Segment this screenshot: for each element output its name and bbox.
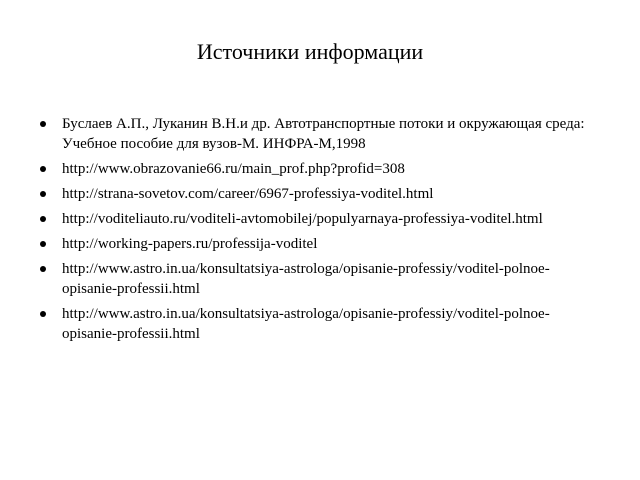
list-item-text: http://www.obrazovanie66.ru/main_prof.php?profid=308: [62, 161, 405, 177]
list-item: [38, 159, 598, 179]
list-item: [38, 304, 598, 344]
list-item-text: Буслаев А.П., Луканин В.Н.и др. Автотранспортные потоки и окружающая среда: Учебное пособие для вузов-М. ИНФРА-М,1998: [62, 116, 585, 152]
list-item-text: http://strana-sovetov.com/career/6967-professiya-voditel.html: [62, 186, 434, 202]
bullet-icon: [40, 266, 46, 272]
list-item-text: http://voditeliauto.ru/voditeli-avtomobilej/populyarnaya-professiya-voditel.html: [62, 211, 543, 227]
list-item-text: http://www.astro.in.ua/konsultatsiya-astrologa/opisanie-professiy/voditel-polnoe-opisanie-professii.html: [62, 261, 550, 297]
bullet-icon: [40, 166, 46, 172]
bullet-icon: [40, 216, 46, 222]
list-item-text: http://working-papers.ru/professija-voditel: [62, 236, 318, 252]
source-list: [38, 114, 598, 349]
bullet-icon: [40, 121, 46, 127]
slide-title: Источники информации: [196, 39, 424, 64]
bullet-icon: [40, 191, 46, 197]
list-item: [38, 259, 598, 299]
list-item: [38, 184, 598, 204]
bullet-icon: [40, 311, 46, 317]
list-item-text: http://www.astro.in.ua/konsultatsiya-astrologa/opisanie-professiy/voditel-polnoe-opisanie-professii.html: [62, 306, 550, 342]
bullet-icon: [40, 241, 46, 247]
list-item: [38, 114, 598, 154]
list-item: [38, 234, 598, 254]
list-item: [38, 209, 598, 229]
